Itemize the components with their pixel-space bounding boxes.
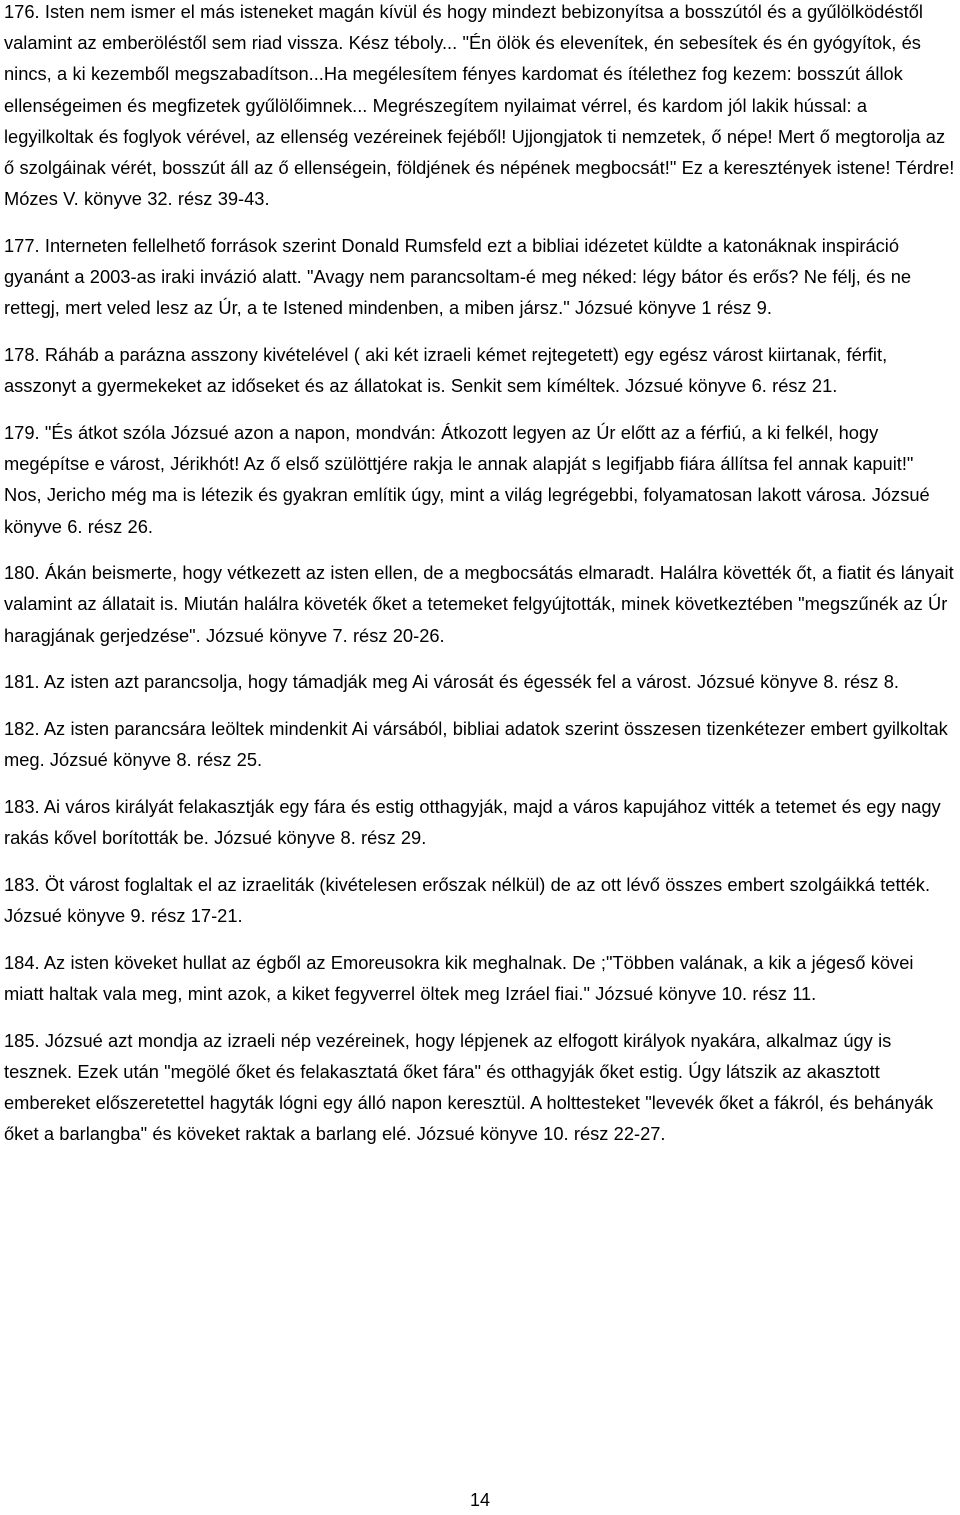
paragraph-183a: 183. Ai város királyát felakasztják egy fára és estig otthagyják, majd a város kapujához vitték a tetemet és egy nagy rakás kővel borították be. Józsué könyve 8. rész 29. (4, 795, 941, 849)
paragraph-177: 177. Interneten fellelhető források szerint Donald Rumsfeld ezt a bibliai idézetet küldte a katonáknak inspiráció gyanánt a 2003-as iraki invázió alatt. "Avagy nem parancsoltam-é meg néked: légy bátor és erős? Ne félj, és ne rettegj, mert veled lesz az Úr, a te Istened mindenben, a miben jársz." Józsué könyve 1 rész 9. (4, 234, 912, 319)
paragraph-181: 181. Az isten azt parancsolja, hogy támadják meg Ai városát és égessék fel a várost. Józsué könyve 8. rész 8. (4, 671, 899, 693)
paragraph-183b: 183. Öt várost foglaltak el az izraeliták (kivételesen erőszak nélkül) de az ott lévő összes embert szolgáikká tették. Józsué könyve 9. rész 17-21. (4, 873, 931, 927)
paragraph-180: 180. Ákán beismerte, hogy vétkezett az isten ellen, de a megbocsátás elmaradt. Halálra követték őt, a fiatit és lányait valamint az állatait is. Miután halálra követék őket a tetemeket felgyújtották, minek következtében "megszűnék az Úr haragjának gerjedzése". Józsué könyve 7. rész 20-26. (4, 562, 954, 646)
page-number: 14 (469, 1490, 491, 1510)
paragraph-179: 179. "És átkot szóla Józsué azon a napon, mondván: Átkozott legyen az Úr előtt az a férfiú, a ki felkél, hogy megépítse e várost, Jérikhót! Az ő első szülöttjére rakja le annak alapját s legifjabb fiára állítsa fel annak kapuit!" Nos, Jericho még ma is létezik és gyakran említik úgy, mint a világ legrégebbi, folyamatosan lakott városa. Józsué könyve 6. rész 26. (4, 421, 930, 537)
paragraph-182: 182. Az isten parancsára leöltek mindenkit Ai vársából, bibliai adatok szerint összesen tizenkétezer embert gyilkoltak meg. Józsué könyve 8. rész 25. (4, 718, 948, 771)
document-body (4, 0, 956, 1165)
paragraph-178: 178. Ráháb a parázna asszony kivételével ( aki két izraeli kémet rejtegetett) egy egész várost kiirtanak, férfit, asszonyt a gyermekeket az időseket és az állatokat is. Senkit sem kíméltek. Józsué könyve 6. rész 21. (4, 344, 888, 397)
paragraph-184: 184. Az isten köveket hullat az égből az Emoreusokra kik meghalnak. De ;"Többen valának, a kik a jégeső kövei miatt haltak vala meg, mint azok, a kiket fegyverrel öltek meg Izráel fiai." Józsué könyve 10. rész 11. (4, 951, 914, 1004)
paragraph-176: 176. Isten nem ismer el más isteneket magán kívül és hogy mindezt bebizonyítsa a bosszútól és a gyűlölködéstől valamint az emberöléstől sem riad vissza. Kész téboly... "Én ölök és elevenítek, én sebesítek és én gyógyítok, és nincs, a ki kezemből megszabadítson...Ha megélesítem fényes kardomat és ítélethez fog kezem: bosszút állok ellenségeimen és megfizetek gyűlölőimnek... Megrészegítem nyilaimat vérrel, és kardom jól lakik hússal: a legyilkoltak és foglyok vérével, az ellenség vezéreinek fejéből! Ujjongjatok ti nemzetek, ő népe! Mert ő megtorolja az ő szolgáinak vérét, bosszút áll az ő ellenségein, földjének és népének megbocsát!" Ez a keresztények istene! Térdre! Mózes V. könyve 32. rész 39-43. (4, 1, 955, 210)
paragraph-185: 185. Józsué azt mondja az izraeli nép vezéreinek, hogy lépjenek az elfogott királyok nyakára, alkalmaz úgy is tesznek. Ezek után "megölé őket és felakasztatá őket fára" és otthagyják őket estig. Úgy látszik az akasztott embereket előszeretettel hagyták lógni egy álló napon keresztül. A holttesteket "levevék őket a fákról, és behányák őket a barlangba" és köveket raktak a barlang elé. Józsué könyve 10. rész 22-27. (4, 1029, 934, 1145)
